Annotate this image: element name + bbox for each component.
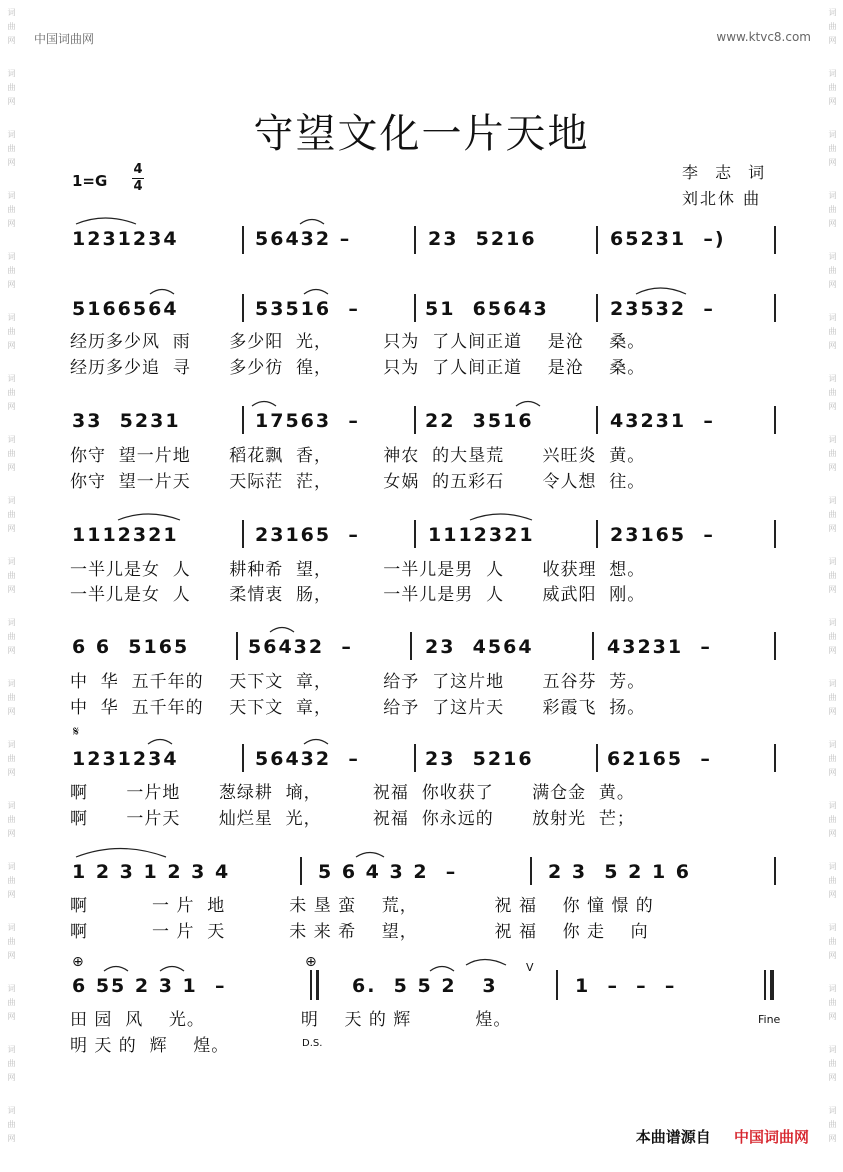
watermark-char: 曲 (828, 1120, 837, 1129)
composer-credit: 刘北休 曲 (682, 189, 762, 208)
breath-mark: V (526, 961, 534, 974)
key-signature: 1=G (72, 172, 108, 190)
row0-m2: 56432 – (255, 228, 352, 250)
row0-m4: 65231 –) (610, 228, 726, 250)
row4-m3: 23 4564 (425, 636, 534, 658)
song-title: 守望文化一片天地 (253, 111, 590, 157)
watermark-char: 曲 (828, 1059, 837, 1068)
row3-lyric2: 一半儿是女 人 柔情衷 肠， 一半儿是男 人 威武阳 刚。 (70, 585, 646, 605)
watermark-char: 词 (828, 557, 837, 566)
row5-m3: 23 5216 (425, 748, 534, 770)
watermark-char: 网 (828, 829, 837, 838)
watermark-char: 词 (7, 679, 16, 688)
row5-m2: 56432 – (255, 748, 360, 770)
watermark-char: 曲 (7, 937, 16, 946)
time-signature-top: 4 (133, 162, 143, 177)
slur (104, 967, 128, 972)
lyricist-credit: 李 志 词 (682, 163, 771, 182)
watermark-char: 网 (828, 341, 837, 350)
row1-lyric1: 经历多少风 雨 多少阳 光， 只为 了人间正道 是沧 桑。 (70, 332, 646, 352)
watermark-char: 网 (828, 280, 837, 289)
watermark-char: 词 (7, 130, 16, 139)
watermark-char: 词 (7, 740, 16, 749)
slur (430, 967, 454, 972)
row5-lyric2: 啊 一片天 灿烂星 光， 祝福 你永远的 放射光 芒； (70, 809, 635, 829)
watermark-char: 网 (7, 463, 16, 472)
row1-m2: 53516 – (255, 298, 360, 320)
row3-m3: 1112321 (428, 524, 535, 546)
slur (356, 853, 384, 858)
watermark-char: 曲 (828, 815, 837, 824)
footer-source (636, 1126, 809, 1147)
watermark-char: 曲 (828, 144, 837, 153)
watermark-char: 网 (7, 36, 16, 45)
slur (304, 740, 328, 745)
watermark-char: 曲 (7, 876, 16, 885)
watermark-char: 词 (828, 191, 837, 200)
watermark-char: 词 (7, 69, 16, 78)
row0-m3: 23 5216 (428, 228, 537, 250)
watermark-char: 词 (828, 130, 837, 139)
watermark-char: 网 (828, 402, 837, 411)
slur (470, 514, 532, 520)
watermark-char: 曲 (7, 510, 16, 519)
row5-m1: 1231234 (72, 748, 179, 770)
watermark-char: 词 (7, 557, 16, 566)
watermark-char: 网 (7, 768, 16, 777)
watermark-char: 网 (828, 1012, 837, 1021)
watermark-char: 网 (7, 158, 16, 167)
watermark-char: 曲 (828, 83, 837, 92)
site-url-header: www.ktvc8.com (716, 30, 811, 44)
watermark-char: 网 (828, 97, 837, 106)
watermark-char: 词 (828, 618, 837, 627)
row7-lyric1: 田 园 风 光。 明 天 的 辉 煌。 (70, 1010, 512, 1030)
watermark-char: 网 (7, 585, 16, 594)
watermark-char: 曲 (828, 327, 837, 336)
row2-m1: 33 5231 (72, 410, 181, 432)
watermark-char: 词 (828, 984, 837, 993)
slur (304, 290, 328, 295)
watermark-char: 网 (7, 707, 16, 716)
watermark-char: 词 (828, 435, 837, 444)
slur (252, 402, 276, 407)
watermark-char: 词 (7, 496, 16, 505)
row6-lyric1: 啊 一 片 地 未 垦 蛮 荒， 祝 福 你 憧 憬 的 (70, 896, 654, 916)
watermark-char: 网 (7, 646, 16, 655)
watermark-char: 曲 (7, 571, 16, 580)
watermark-char: 曲 (7, 266, 16, 275)
watermark-char: 网 (828, 36, 837, 45)
row0-m1: 1231234 (72, 228, 179, 250)
slur (76, 218, 136, 224)
watermark-char: 网 (828, 585, 837, 594)
watermark-char: 词 (828, 862, 837, 871)
watermark-char: 网 (7, 951, 16, 960)
watermark-char: 词 (828, 252, 837, 261)
watermark-char: 网 (7, 402, 16, 411)
watermark-char: 词 (828, 1106, 837, 1115)
watermark-char: 网 (828, 890, 837, 899)
watermark-char: 曲 (828, 937, 837, 946)
row1-m3: 51 65643 (425, 298, 549, 320)
watermark-char: 词 (7, 191, 16, 200)
watermark-char: 曲 (828, 876, 837, 885)
watermark-char: 词 (828, 679, 837, 688)
watermark-char: 曲 (7, 144, 16, 153)
watermark-char: 曲 (828, 388, 837, 397)
watermark-char: 网 (7, 1012, 16, 1021)
watermark-char: 词 (7, 252, 16, 261)
row3-lyric1: 一半儿是女 人 耕种希 望， 一半儿是男 人 收获理 想。 (70, 560, 646, 580)
watermark-char: 曲 (828, 22, 837, 31)
watermark-char: 词 (828, 740, 837, 749)
watermark-char: 网 (828, 1134, 837, 1143)
row1-lyric2: 经历多少追 寻 多少彷 徨， 只为 了人间正道 是沧 桑。 (70, 358, 646, 378)
watermark-char: 网 (7, 829, 16, 838)
watermark-char: 曲 (7, 83, 16, 92)
watermark-char: 网 (828, 1073, 837, 1082)
row5-m4: 62165 – (607, 748, 712, 770)
watermark-char: 网 (828, 951, 837, 960)
watermark-char: 词 (828, 801, 837, 810)
watermark-char: 网 (828, 219, 837, 228)
watermark-char: 曲 (7, 754, 16, 763)
row2-lyric1: 你守 望一片地 稻花飘 香， 神农 的大垦荒 兴旺炎 黄。 (70, 446, 646, 466)
watermark-char: 词 (7, 1045, 16, 1054)
watermark-char: 网 (7, 97, 16, 106)
row4-lyric2: 中 华 五千年的 天下文 章， 给予 了这片天 彩霞飞 扬。 (70, 698, 646, 718)
row4-m4: 43231 – (607, 636, 712, 658)
row7-m3: 1 – – – (575, 975, 677, 997)
watermark-char: 网 (7, 524, 16, 533)
watermark-char: 网 (7, 1134, 16, 1143)
slur (300, 220, 324, 225)
watermark-char: 曲 (7, 1059, 16, 1068)
row5-lyric1: 啊 一片地 葱绿耕 墒， 祝福 你收获了 满仓金 黄。 (70, 783, 635, 803)
watermark-char: 词 (7, 618, 16, 627)
watermark-char: 曲 (7, 22, 16, 31)
slur (118, 514, 180, 520)
watermark-char: 网 (828, 707, 837, 716)
slur (516, 402, 540, 407)
watermark-char: 词 (828, 69, 837, 78)
watermark-char: 词 (828, 496, 837, 505)
watermark-char: 网 (7, 890, 16, 899)
watermark-char: 词 (828, 374, 837, 383)
row2-lyric2: 你守 望一片天 天际茫 茫， 女娲 的五彩石 令人想 往。 (70, 472, 646, 492)
watermark-char: 曲 (7, 327, 16, 336)
watermark-char: 曲 (828, 998, 837, 1007)
slur (160, 967, 184, 972)
slur (636, 288, 686, 294)
watermark-char: 网 (828, 646, 837, 655)
watermark-char: 曲 (828, 571, 837, 580)
watermark-char: 曲 (7, 632, 16, 641)
row1-m4: 23532 – (610, 298, 715, 320)
watermark-char: 曲 (828, 632, 837, 641)
watermark-char: 网 (7, 1073, 16, 1082)
row4-m2: 56432 – (248, 636, 353, 658)
watermark-char: 网 (7, 219, 16, 228)
watermark-char: 曲 (828, 266, 837, 275)
slur (466, 960, 506, 966)
watermark-char: 词 (828, 8, 837, 17)
row7-lyric2: 明 天 的 辉 煌。 (70, 1036, 230, 1056)
watermark-char: 网 (828, 158, 837, 167)
ds-mark: D.S. (302, 1038, 323, 1049)
watermark-char: 词 (7, 801, 16, 810)
row7-m2: 6. 5 5 2 3 (352, 975, 498, 997)
watermark-char: 网 (828, 463, 837, 472)
row6-m2: 5 6 4 3 2 – (318, 861, 458, 883)
row2-m4: 43231 – (610, 410, 715, 432)
watermark-char: 词 (7, 1106, 16, 1115)
segno-icon: 𝄋 (73, 724, 80, 740)
time-signature-bottom: 4 (133, 179, 143, 194)
watermark-char: 曲 (7, 815, 16, 824)
slur (270, 628, 294, 633)
watermark-char: 网 (7, 280, 16, 289)
row1-m1: 5166564 (72, 298, 179, 320)
coda-icon-1: ⊕ (72, 954, 84, 970)
watermark-char: 曲 (7, 998, 16, 1007)
row3-m1: 1112321 (72, 524, 179, 546)
site-name-header: 中国词曲网 (34, 32, 95, 46)
watermark-char: 网 (828, 768, 837, 777)
watermark-char: 曲 (828, 754, 837, 763)
row4-m1: 6 6 5165 (72, 636, 190, 658)
watermark-char: 词 (7, 374, 16, 383)
watermark-char: 曲 (7, 693, 16, 702)
row6-lyric2: 啊 一 片 天 未 来 希 望， 祝 福 你 走 向 (70, 922, 649, 942)
watermark-char: 曲 (7, 388, 16, 397)
coda-icon-2: ⊕ (305, 954, 317, 970)
watermark-char: 曲 (828, 693, 837, 702)
slur (148, 740, 172, 745)
watermark-char: 曲 (7, 205, 16, 214)
row6-m3: 2 3 5 2 1 6 (548, 861, 692, 883)
watermark-char: 词 (7, 984, 16, 993)
watermark-char: 词 (7, 313, 16, 322)
row3-m2: 23165 – (255, 524, 360, 546)
row6-m1: 1 2 3 1 2 3 4 (72, 861, 231, 883)
watermark-char: 网 (7, 341, 16, 350)
watermark-char: 词 (7, 862, 16, 871)
watermark-char: 词 (7, 435, 16, 444)
slur (150, 290, 174, 295)
watermark-char: 词 (7, 8, 16, 17)
watermark-char: 词 (828, 1045, 837, 1054)
row7-m1: 6 55 2 3 1 – (72, 975, 227, 997)
watermark-char: 词 (7, 923, 16, 932)
watermark-char: 词 (828, 313, 837, 322)
row4-lyric1: 中 华 五千年的 天下文 章， 给予 了这片地 五谷芬 芳。 (70, 672, 646, 692)
slur (76, 849, 166, 858)
watermark-char: 曲 (828, 449, 837, 458)
row3-m4: 23165 – (610, 524, 715, 546)
fine-mark: Fine (758, 1013, 781, 1026)
watermark-char: 曲 (828, 205, 837, 214)
watermark-char: 曲 (7, 449, 16, 458)
footer-brand-link[interactable]: 中国词曲网 (733, 1128, 809, 1146)
row2-m3: 22 3516 (425, 410, 534, 432)
watermark-char: 曲 (828, 510, 837, 519)
footer-source-label: 本曲谱源自 (635, 1128, 711, 1146)
watermark-char: 词 (828, 923, 837, 932)
watermark-char: 曲 (7, 1120, 16, 1129)
row2-m2: 17563 – (255, 410, 360, 432)
watermark-char: 网 (828, 524, 837, 533)
